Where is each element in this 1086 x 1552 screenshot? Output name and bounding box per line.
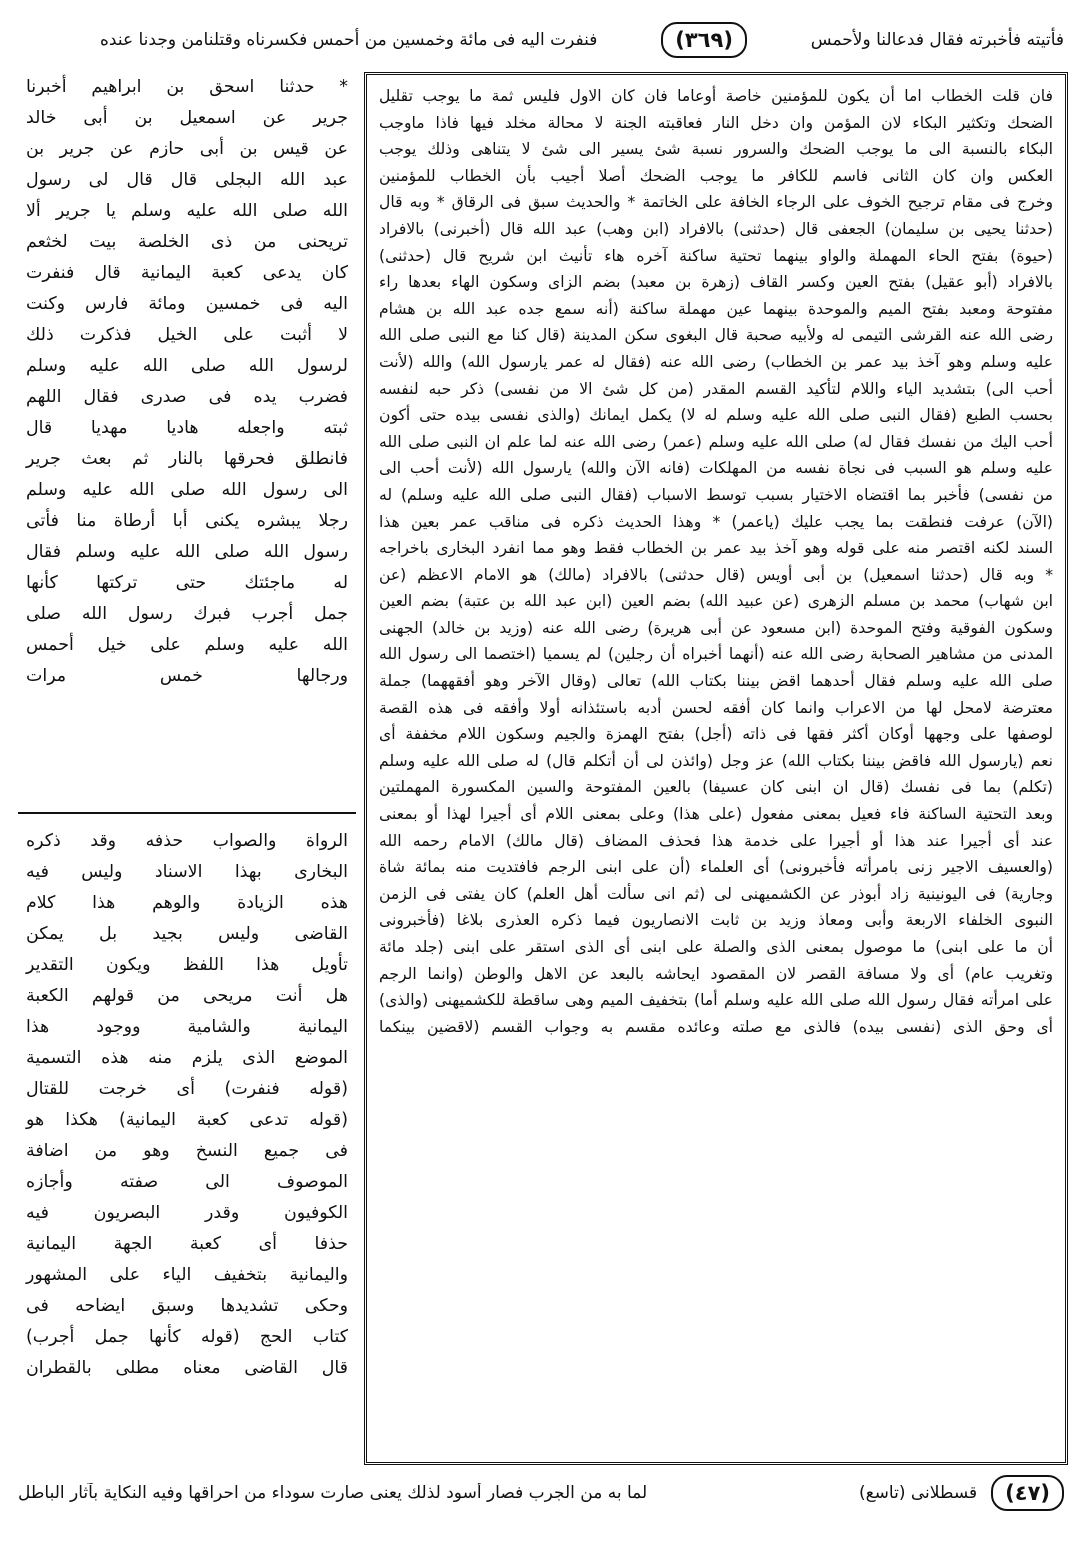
hadith-text-column xyxy=(18,66,358,806)
margin-commentary-lines xyxy=(26,826,348,1384)
text-line: الى رسول الله صلى الله عليه وسلم xyxy=(26,480,348,500)
text-line: ثبته واجعله هاديا مهديا قال xyxy=(26,418,348,438)
text-line: لوصفها على وجهها أوكان أكثر فقها فى ذاته (أجل) بفتح الهمزة والجيم وسكون اللام مخففة أى xyxy=(379,725,1053,744)
text-line: فان قلت الخطاب اما أن يكون للمؤمنين خاصة أوعاما فان كان الاول فليس ثمة ما يوجب تقليل xyxy=(379,87,1053,105)
page-header xyxy=(100,10,1064,70)
text-line: رسول الله صلى الله عليه وسلم فقال xyxy=(26,542,348,562)
text-line: (تكلم) بما فى نفسك (قال ان ابنى كان عسيفا) بالعين المفتوحة والسين المكسورة المهملتين xyxy=(379,778,1053,797)
text-line: عند أى أجيرا عند هذا أو أجيرا على خدمة هذا فحذف المضاف (قال مالك) الامام رحمه الله xyxy=(379,831,1053,850)
text-line: القاضى وليس بجيد بل يمكن xyxy=(26,924,348,944)
text-line: (قوله فنفرت) أى خرجت للقتال xyxy=(26,1079,348,1099)
text-line: حذفا أى كعبة الجهة اليمانية xyxy=(26,1234,348,1254)
text-line: عن قيس بن أبى حازم عن جرير بن xyxy=(26,139,348,159)
text-line: المدنى من مشاهير الصحابة رضى الله عنه (أنهما أخبراه أن رجلين) لم يسميا (اختصما الى رسول الله xyxy=(379,645,1053,664)
text-line: كتاب الحج (قوله كأنها جمل أجرب) xyxy=(26,1327,348,1347)
text-line: ورجالها خمس مرات xyxy=(26,666,348,686)
text-line: قال القاضى معناه مطلى بالقطران xyxy=(26,1358,348,1378)
text-line: (الآن) عرفت فنطقت بما يجب عليك (ياعمر) * وهذا الحديث ذكره فى مناقب عمر بعين هذا xyxy=(379,512,1053,531)
text-line: هل أنت مريحى من قولهم الكعبة xyxy=(26,986,348,1006)
hadith-text-lines xyxy=(26,72,348,692)
signature-name: قسطلانى (تاسع) xyxy=(858,1483,978,1503)
text-line: أحب الى) بتشديد الياء واللام لتأكيد القسم المقدر (من كل شئ الا من نفسى) ذكر حبه لنفسه xyxy=(379,379,1053,398)
page-footer xyxy=(18,1470,1064,1516)
side-column-divider xyxy=(18,812,356,814)
text-line: رجلا يبشره يكنى أبا أرطاة منا فأتى xyxy=(26,511,348,531)
text-line: من نفسى) فأخبر بما اقتضاه الاختيار بسبب توسط الاسباب (فقال النبى صلى الله عليه وسلم) له xyxy=(379,485,1053,504)
header-left-text: فأتيته فأخبرته فقال فدعالنا ولأحمس xyxy=(810,30,1064,50)
text-line: الله عليه وسلم على خيل أحمس xyxy=(26,635,348,655)
text-line: جمل أجرب فبرك رسول الله صلى xyxy=(26,604,348,624)
text-line: (حدثنا يحيى بن سليمان) الجعفى قال (حدثنى) بالافراد (ابن وهب) عبد الله قال (أخبرنى) بالافراد xyxy=(379,219,1053,238)
text-line: السند لكنه اقتصر منه على قوله وهو آخذ بيد عمر بن الخطاب فقط وهو مما انفرد البخارى باخراجه xyxy=(379,539,1053,558)
text-line: (قوله تدعى كعبة اليمانية) هكذا هو xyxy=(26,1110,348,1130)
text-line: واليمانية بتخفيف الياء على المشهور xyxy=(26,1265,348,1285)
text-line: البخارى بهذا الاسناد وليس فيه xyxy=(26,862,348,882)
text-line: (والعسيف الاجير زنى بامرأته فأخبرونى) أى العلماء (أن على ابنى الرجم فافتديت منه بمائة شاة xyxy=(379,858,1053,877)
text-line: فضرب يده فى صدرى فقال اللهم xyxy=(26,387,348,407)
text-line: على امرأته فقال رسول الله صلى الله عليه وسلم أما) بتخفيف الميم وهى ساقطة للكشميهنى (والذى) xyxy=(379,991,1053,1010)
catchline-text: لما به من الجرب فصار أسود لذلك يعنى صارت سوداء من احراقها وفيه النكاية بآثار الباطل xyxy=(18,1483,648,1503)
header-right-text: فنفرت اليه فى مائة وخمسين من أحمس فكسرناه وقتلنامن وجدنا عنده xyxy=(100,30,598,50)
text-line: العكس وان كان الثانى فاسم للكافر ما يوجب الضحك أصلا أجيب بأن الخطاب للمؤمنين xyxy=(379,166,1053,185)
text-line: * حدثنا اسحق بن ابراهيم أخبرنا xyxy=(26,77,348,97)
text-line: أن ما على ابنى) ما موصول بمعنى الذى والصلة على ابنى أى الذى استقر على ابنى (جلد مائة xyxy=(379,938,1053,956)
text-line: له ماجئتك حتى تركتها كأنها xyxy=(26,573,348,593)
text-line: النبوى الخلفاء الاربعة وأبى ومعاذ وزيد بن ثابت الانصاريون فيما ذكره العذرى بلاغا (فأخبرونى xyxy=(379,911,1053,930)
text-line: فى جميع النسخ وهو من اضافة xyxy=(26,1141,348,1161)
text-line: بحسب الطبع (فقال النبى صلى الله عليه وسلم له لا) يكمل ايمانك (والذى نفسى بيده حتى أكون xyxy=(379,406,1053,425)
margin-commentary-column xyxy=(18,822,358,1512)
main-commentary-column xyxy=(364,72,1068,1465)
text-line: الله صلى الله عليه وسلم يا جرير ألا xyxy=(26,201,348,221)
text-line: وحكى تشديدها وسبق ايضاحه فى xyxy=(26,1296,348,1316)
text-line: معترضة لامحل لها من الاعراب وانما كان أفقه لحسن أدبه باستئذانه أولا وأفقه فى هذه القصة xyxy=(379,698,1053,717)
text-line: الضحك وتكثير البكاء لان المؤمن وان دخل النار فعاقبته الجنة لا محالة مخلد فيها فاذا ماوجب xyxy=(379,113,1053,132)
text-line: مفتوحة ومعبد بفتح الميم والموحدة بينهما عين مهملة ساكنة (أنه سمع جده عبد الله بن هشام xyxy=(379,299,1053,318)
text-line: جرير عن اسمعيل بن أبى خالد xyxy=(26,108,348,128)
text-line: كان يدعى كعبة اليمانية قال فنفرت xyxy=(26,263,348,283)
text-line: ابن شهاب) محمد بن مسلم الزهرى (عن عبيد الله) بضم العين (ابن عبد الله بن عتبة) بضم العين xyxy=(379,592,1053,611)
text-line: (حيوة) بفتح الحاء المهملة والواو بينهما تحتية ساكنة آخره هاء تأنيث ابن شريح قال (حدثنى) xyxy=(379,246,1053,265)
text-line: الرواة والصواب حذفه وقد ذكره xyxy=(26,831,348,851)
text-line: تأويل هذا اللفظ ويكون التقدير xyxy=(26,955,348,975)
text-line: رضى الله عنه القرشى التيمى له ولأبيه صحبة قال البغوى سكن المدينة (قال كنا مع النبى صلى الله xyxy=(379,326,1053,345)
text-line: هذه الزيادة والوهم هذا كلام xyxy=(26,893,348,913)
text-line: بالافراد (أبو عقيل) بفتح العين وكسر القاف (زهرة بن معبد) بضم الزاى وسكون الهاء بعدها راء xyxy=(379,273,1053,292)
text-line: وخرج فى مقام ترجيح الخوف على الرجاء الخافة على الخاتمة * والحديث سبق فى الرقاق * وبه قال xyxy=(379,193,1053,212)
text-line: البكاء بالنسبة الى ما يوجب الضحك والسرور نسبة شئ يسير الى شئ لا يتناهى وذلك يوجب xyxy=(379,140,1053,159)
text-line: عبد الله البجلى قال قال لى رسول xyxy=(26,170,348,190)
text-line: وتغريب عام) أى ولا مسافة القصر لان المقصود ايحاشه بالبعد عن الاهل والوطن (وانما الرجم xyxy=(379,964,1053,983)
text-line: وجارية) فى اليونينية زاد أبوذر عن الكشميهنى لى (ثم انى سألت أهل العلم) كان يفتى فى الزمن xyxy=(379,884,1053,903)
text-line: وبعد التحتية الساكنة فاء فعيل بمعنى مفعول (على هذا) وعلى بمعنى اللام أى أجيرا لهذا أو بمعنى xyxy=(379,805,1053,824)
text-line: وسكون الفوقية وفتح الموحدة (ابن مسعود عن أبى هريرة) رضى الله عنه (وزيد بن خالد) الجهنى xyxy=(379,618,1053,637)
main-commentary-lines xyxy=(379,83,1053,1040)
text-line: الكوفيون وقدر البصريون فيه xyxy=(26,1203,348,1223)
text-line: * وبه قال (حدثنا اسمعيل) بن أبى أويس (قال حدثنى) بالافراد (مالك) هو الامام الاعظم (عن xyxy=(379,565,1053,584)
text-line: اليه فى خمسين ومائة فارس وكنت xyxy=(26,294,348,314)
text-line: تريحنى من ذى الخلصة بيت لخثعم xyxy=(26,232,348,252)
text-line: أحب اليك من نفسك فقال له) صلى الله عليه وسلم (عمر) رضى الله عنه لما علم ان النبى صلى الله xyxy=(379,432,1053,451)
text-line: لرسول الله صلى الله عليه وسلم xyxy=(26,356,348,376)
text-line: نعم (يارسول الله فاقض بيننا بكتاب الله) عز وجل (وائذن لى أن أتكلم قال) له صلى الله عليه وسلم xyxy=(379,751,1053,770)
signature-number: (٤٧) xyxy=(991,1475,1064,1511)
text-line: لا أثبت على الخيل فذكرت ذلك xyxy=(26,325,348,345)
page-number: (٣٦٩) xyxy=(661,22,747,58)
text-line: اليمانية والشامية ووجود هذا xyxy=(26,1017,348,1037)
text-line: أى وحق الذى (نفسى بيده) فالذى مع صلته وعائده مقسم به وجواب القسم (لاقضين بينكما xyxy=(379,1017,1053,1036)
text-line: عليه وسلم هو السبب فى نجاة نفسه من المهلكات (فانه الآن والله) يارسول الله (لأنت أحب الى xyxy=(379,459,1053,478)
text-line: عليه وسلم وهو آخذ بيد عمر بن الخطاب) رضى الله عنه (فقال له عمر يارسول الله) والله (لأنت xyxy=(379,352,1053,371)
text-line: الموصوف الى صفته وأجازه xyxy=(26,1172,348,1192)
text-line: الموضع الذى يلزم منه هذه التسمية xyxy=(26,1048,348,1068)
text-line: فانطلق فحرقها بالنار ثم بعث جرير xyxy=(26,449,348,469)
text-line: صلى الله عليه وسلم فقال أحدهما اقض بيننا بكتاب الله) تعالى (وقال الآخر وهو أفقههما) جملة xyxy=(379,672,1053,691)
